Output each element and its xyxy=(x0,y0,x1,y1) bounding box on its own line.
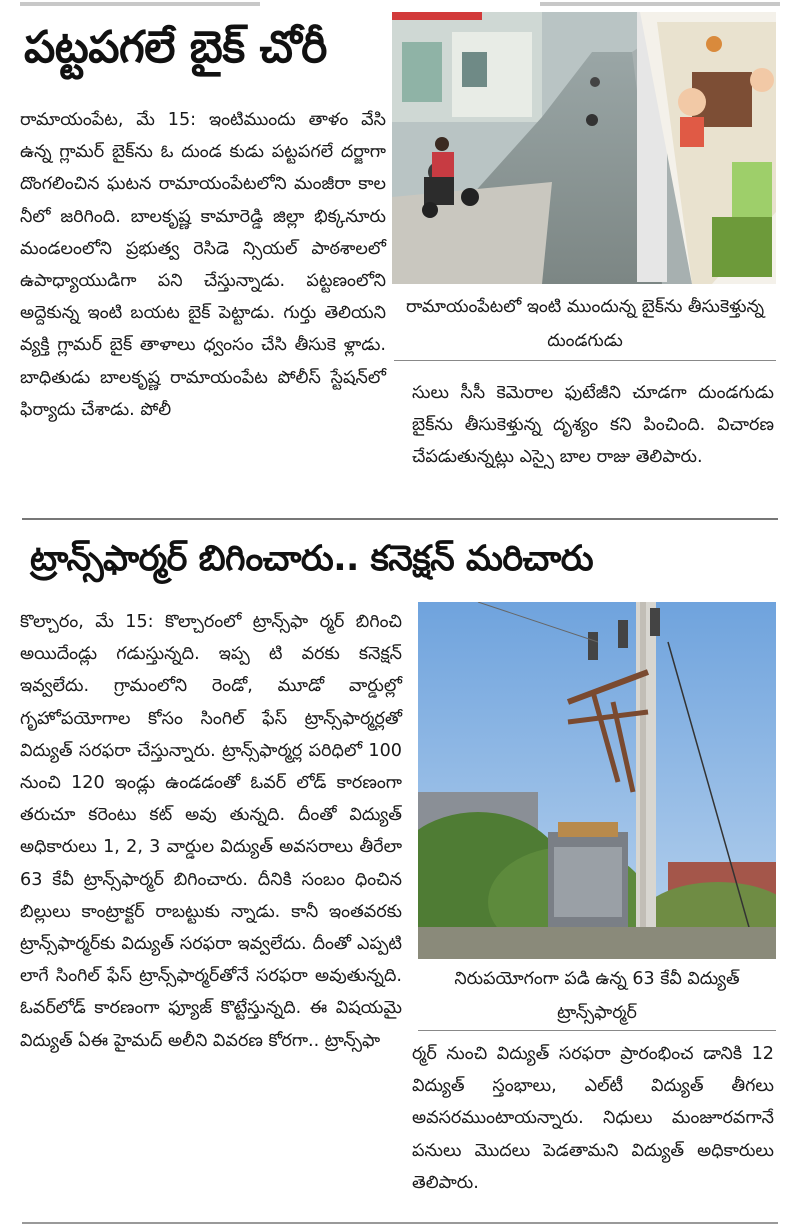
story1-body-left-text: రామాయంపేట, మే 15: ఇంటిముందు తాళం వేసి ఉన్న గ్లామర్ బైక్‌ను ఓ దుండ కుడు పట్టపగలే దర్జాగా దొంగలించిన ఘటన రామాయంపేటలోని మంజీరా కాల నీలో జరిగింది. బాలకృష్ణ కామారెడ్డి జిల్లా భిక్కనూరు మండలంలోని ప్రభుత్వ రెసిడె న్సియల్ పాఠశాలలో ఉపాధ్యాయుడిగా పని చేస్తున్నాడు. పట్టణంలోని అద్దెకున్న ఇంటి బయట బైక్ పెట్టాడు. గుర్తు తెలియని వ్యక్తి గ్లామర్ బైక్ తాళాలు ధ్వంసం చేసి తీసుకె ళ్లాడు. బాధితుడు బాలకృష్ణ రామాయంపేట పోలీస్ స్టేషన్‌లో ఫిర్యాదు చేశాడు. పోలీ xyxy=(20,110,386,420)
transformer-photo xyxy=(418,602,776,959)
bottom-divider xyxy=(22,1222,778,1224)
transformer-image xyxy=(418,602,776,959)
caption-divider-2 xyxy=(418,1030,776,1031)
top-border xyxy=(20,2,780,8)
story2-body-right xyxy=(412,1038,774,1199)
bike-theft-photo xyxy=(392,12,776,284)
story-divider xyxy=(22,518,778,520)
story2-headline: ట్రాన్స్‌ఫార్మర్ బిగించారు.. కనెక్షన్ మరిచారు xyxy=(30,539,594,579)
story2-body-right-text: ర్మర్ నుంచి విద్యుత్ సరఫరా ప్రారంభించ డానికి 12 విద్యుత్ స్తంభాలు, ఎల్‌టీ విద్యుత్ తీగలు అవసరముంటాయన్నారు. నిధులు మంజూరవగానే పనులు మొదలు పెడతామని విద్యుత్ అధికారులు తెలిపారు. xyxy=(412,1044,774,1193)
story1-body-right xyxy=(412,377,774,474)
transformer-photo-caption: నిరుపయోగంగా పడి ఉన్న 63 కేవీ విద్యుత్ ట్రాన్స్‌ఫార్మర్ xyxy=(454,969,740,1023)
story1-body-right-text: సులు సీసీ కెమెరాల ఫుటేజీని చూడగా దుండగుడు బైక్‌ను తీసుకెళ్తున్న దృశ్యం కని పించింది. విచారణ చేపడుతున్నట్లు ఎస్సై బాల రాజు తెలిపారు. xyxy=(412,383,774,468)
story2-body-left xyxy=(20,606,402,1057)
bike-theft-cctv-image xyxy=(392,12,776,284)
story2-body-left-text: కొల్చారం, మే 15: కొల్చారంలో ట్రాన్స్‌ఫా ర్మర్ బిగించి అయిదేండ్లు గడుస్తున్నది. ఇప్ప టి వరకు కనెక్షన్ ఇవ్వలేదు. గ్రామంలోని రెండో, మూడో వార్డుల్లో గృహోపయోగాల కోసం సింగిల్ ఫేస్ ట్రాన్స్‌ఫార్మర్లతో విద్యుత్ సరఫరా చేస్తున్నారు. ట్రాన్స్‌ఫార్మర్ల పరిధిలో 100 నుంచి 120 ఇండ్లు ఉండడంతో ఓవర్ లోడ్ కారణంగా తరుచూ కరెంటు కట్ అవు తున్నది. దీంతో విద్యుత్ అధికారులు 1, 2, 3 వార్డుల విద్యుత్ అవసరాలు తీరేలా 63 కేవీ ట్రాన్స్‌ఫార్మర్ బిగించారు. దీనికి సంబం ధించిన బిల్లులు కాంట్రాక్టర్ రాబట్టుకు న్నాడు. కానీ ఇంతవరకు ట్రాన్స్‌ఫార్మర్‌కు విద్యుత్ సరఫరా ఇవ్వలేదు. దీంతో ఎప్పటి లాగే సింగిల్ ఫేస్ ట్రాన్స్‌ఫార్మర్‌తోనే సరఫరా అవుతున్నది. ఓవర్‌లోడ్ కారణంగా ఫ్యూజ్ కొట్టేస్తున్నది. ఈ విషయమై విద్యుత్ ఏఈ హైమద్ అలీని వివరణ కోరగా.. ట్రాన్స్‌ఫా xyxy=(20,612,402,1051)
caption-divider xyxy=(394,360,776,361)
bike-theft-photo-caption: రామాయంపేటలో ఇంటి ముందున్న బైక్‌ను తీసుకెళ్తున్న దుండగుడు xyxy=(405,297,765,351)
story1-headline: పట్టపగలే బైక్ చోరీ xyxy=(24,22,327,73)
story1-body-left xyxy=(20,104,386,426)
